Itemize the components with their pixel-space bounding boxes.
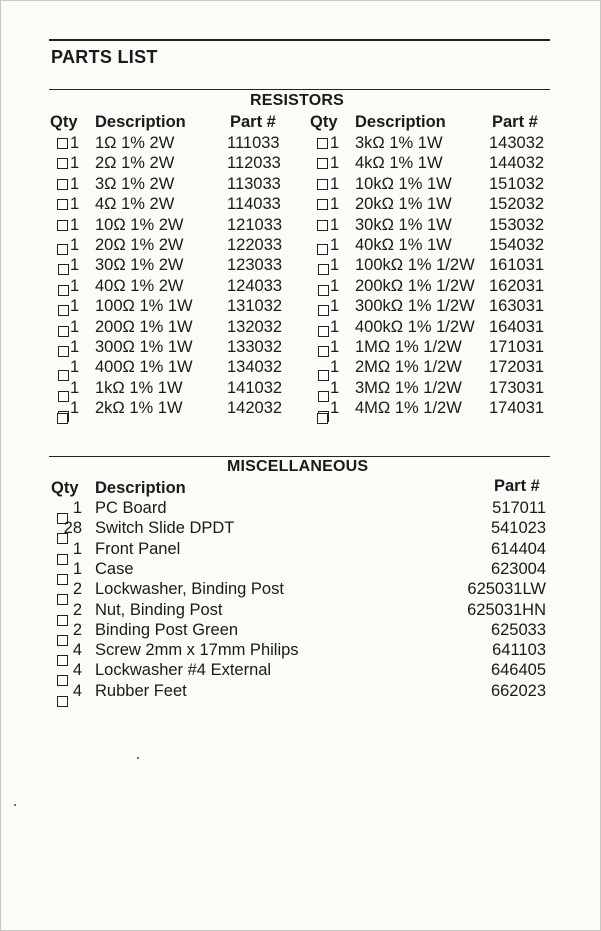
checkbox[interactable] [317,220,328,231]
misc-heading: MISCELLANEOUS [227,458,369,475]
qty-value: 1 [70,154,80,173]
qty-value: 1 [330,297,340,316]
checkbox[interactable] [317,179,328,190]
misc-qty-header: Qty [51,479,79,497]
part-number-value: 163031 [489,297,545,316]
misc-row [0,640,601,660]
description-value: PC Board [95,499,167,517]
part-number-value: 141032 [227,378,283,397]
part-number-value: 123033 [227,256,283,275]
part-number-value: 133032 [227,338,283,356]
part-number-value: 662023 [490,681,546,700]
description-value: Nut, Binding Post [95,600,223,619]
description-value: 1kΩ 1% 1W [95,378,183,397]
resistor-row [0,255,601,275]
resistor-row [0,317,601,337]
checkbox[interactable] [317,199,328,210]
part-number-value: 161031 [489,256,545,275]
resistor-row [0,215,601,235]
part-number-value: 131032 [227,297,283,316]
description-value: 3MΩ 1% 1/2W [355,378,462,397]
qty-value: 4 [72,641,82,660]
resistor-row [0,357,601,377]
description-value: 10kΩ 1% 1W [355,174,452,193]
part-number-value: 517011 [492,499,546,517]
qty-value: 1 [330,174,340,193]
resistor-row [0,194,601,214]
part-number-value: 114033 [227,195,281,214]
part-number-value: 121033 [227,215,283,234]
part-number-value: 142032 [227,399,283,418]
description-value: 300kΩ 1% 1/2W [355,297,475,316]
description-value: Screw 2mm x 17mm Philips [95,641,299,660]
page-title: PARTS LIST [51,47,158,67]
description-value: 4Ω 1% 2W [95,195,175,214]
qty-value: 1 [330,276,340,295]
description-value: 400kΩ 1% 1/2W [355,317,475,336]
description-value: Lockwasher, Binding Post [95,580,284,599]
resistor-row [0,153,601,173]
description-value: 100kΩ 1% 1/2W [355,256,475,275]
qty-value: 1 [70,297,80,316]
resistors-description-header-right: Description [355,113,446,131]
part-number-value: 152032 [489,195,545,214]
misc-rule [49,456,550,457]
part-number-value: 171031 [489,338,545,356]
description-value: 300Ω 1% 1W [95,338,193,356]
resistor-row [0,276,601,296]
part-number-value: 641103 [492,641,546,660]
qty-value: 1 [330,236,340,254]
qty-value: 1 [70,174,80,193]
resistor-row [0,337,601,357]
description-value: 400Ω 1% 1W [95,358,193,377]
description-value: 40Ω 1% 2W [95,276,184,295]
qty-value: 1 [330,338,340,356]
misc-row [0,681,601,701]
description-value: 10Ω 1% 2W [95,215,184,234]
checkbox[interactable] [318,285,329,296]
resistors-description-header-left: Description [95,113,186,131]
misc-row [0,579,601,599]
qty-value: 1 [72,559,82,578]
part-number-value: 164031 [489,317,545,336]
qty-value: 1 [330,154,340,173]
description-value: Case [95,559,134,578]
part-number-value: 625033 [490,620,546,639]
checkbox[interactable] [318,264,329,275]
checkbox[interactable] [317,158,328,169]
qty-value: 1 [70,236,80,254]
part-number-value: 154032 [489,236,545,254]
part-number-value: 541023 [490,519,546,538]
part-number-value: 173031 [489,378,545,397]
description-value: 30kΩ 1% 1W [355,215,452,234]
part-number-value: 112033 [227,154,281,173]
misc-part-header: Part # [494,477,540,495]
part-number-value: 122033 [227,236,283,254]
checkbox[interactable] [318,326,329,337]
misc-row [0,498,601,518]
resistors-qty-header-right: Qty [310,113,338,131]
part-number-value: 124033 [227,276,283,295]
part-number-value: 111033 [227,134,280,152]
misc-row [0,559,601,579]
part-number-value: 625031HN [467,600,546,619]
description-value: 2MΩ 1% 1/2W [355,358,462,377]
misc-row [0,660,601,680]
resistor-row [0,174,601,194]
description-value: Front Panel [95,539,181,558]
description-value: 40kΩ 1% 1W [355,236,452,254]
misc-description-header: Description [95,479,186,497]
qty-value: 2 [72,600,82,619]
qty-value: 2 [72,580,82,599]
description-value: Lockwasher #4 External [95,661,272,680]
resistor-row [0,133,601,153]
resistor-row [0,296,601,316]
qty-value: 4 [72,681,82,700]
resistors-part-header-right: Part # [492,113,538,131]
qty-value: 1 [70,134,80,152]
description-value: Switch Slide DPDT [95,519,235,538]
stray-mark [14,804,16,806]
part-number-value: 625031LW [467,580,546,599]
qty-value: 1 [330,317,340,336]
resistors-heading: RESISTORS [250,92,344,109]
misc-row [0,620,601,640]
description-value: 20Ω 1% 2W [95,236,184,254]
resistor-row [0,378,601,398]
checkbox[interactable] [317,244,328,255]
description-value: 2kΩ 1% 1W [95,399,183,418]
qty-value: 1 [70,358,80,377]
checkbox[interactable] [317,413,328,424]
description-value: 4kΩ 1% 1W [355,154,443,173]
part-number-value: 646405 [490,661,546,680]
description-value: 3Ω 1% 2W [95,174,175,193]
description-value: Binding Post Green [95,620,239,639]
description-value: 200kΩ 1% 1/2W [355,276,475,295]
qty-value: 1 [330,378,340,397]
qty-value: 1 [70,256,80,275]
qty-value: 28 [63,519,82,538]
description-value: 2Ω 1% 2W [95,154,175,173]
checkbox[interactable] [317,138,328,149]
misc-row [0,539,601,559]
resistor-row [0,235,601,255]
part-number-value: 134032 [227,358,283,377]
description-value: 200Ω 1% 1W [95,317,193,336]
misc-row [0,600,601,620]
description-value: 100Ω 1% 1W [95,297,193,316]
qty-value: 1 [330,134,340,152]
resistor-row [0,398,601,418]
description-value: 1MΩ 1% 1/2W [355,338,462,356]
part-number-value: 172031 [489,358,545,377]
qty-value: 1 [330,399,340,418]
qty-value: 1 [70,399,80,418]
resistors-part-header-left: Part # [230,113,276,131]
part-number-value: 162031 [489,276,545,295]
misc-row [0,518,601,538]
part-number-value: 174031 [489,399,545,418]
description-value: 4MΩ 1% 1/2W [355,399,462,418]
qty-value: 1 [70,195,80,214]
description-value: 30Ω 1% 2W [95,256,184,275]
part-number-value: 623004 [490,559,546,578]
qty-value: 1 [70,317,80,336]
description-value: 1Ω 1% 2W [95,134,175,152]
qty-value: 1 [72,539,82,558]
qty-value: 1 [330,256,340,275]
part-number-value: 113033 [227,174,281,193]
part-number-value: 614404 [490,539,546,558]
part-number-value: 153032 [489,215,545,234]
qty-value: 1 [330,358,340,377]
top-rule [49,39,550,41]
checkbox[interactable] [318,305,329,316]
qty-value: 4 [72,661,82,680]
qty-value: 2 [72,620,82,639]
qty-value: 1 [70,378,80,397]
part-number-value: 143032 [489,134,545,152]
qty-value: 1 [70,215,80,234]
qty-value: 1 [70,338,80,356]
part-number-value: 132032 [227,317,283,336]
checkbox[interactable] [318,346,329,357]
description-value: 20kΩ 1% 1W [355,195,452,214]
qty-value: 1 [330,215,340,234]
qty-value: 1 [72,499,82,517]
stray-mark [137,757,139,759]
part-number-value: 144032 [489,154,545,173]
description-value: 3kΩ 1% 1W [355,134,443,152]
resistors-qty-header-left: Qty [50,113,78,131]
qty-value: 1 [70,276,80,295]
resistors-rule [49,89,550,90]
description-value: Rubber Feet [95,681,187,700]
qty-value: 1 [330,195,340,214]
part-number-value: 151032 [489,174,545,193]
